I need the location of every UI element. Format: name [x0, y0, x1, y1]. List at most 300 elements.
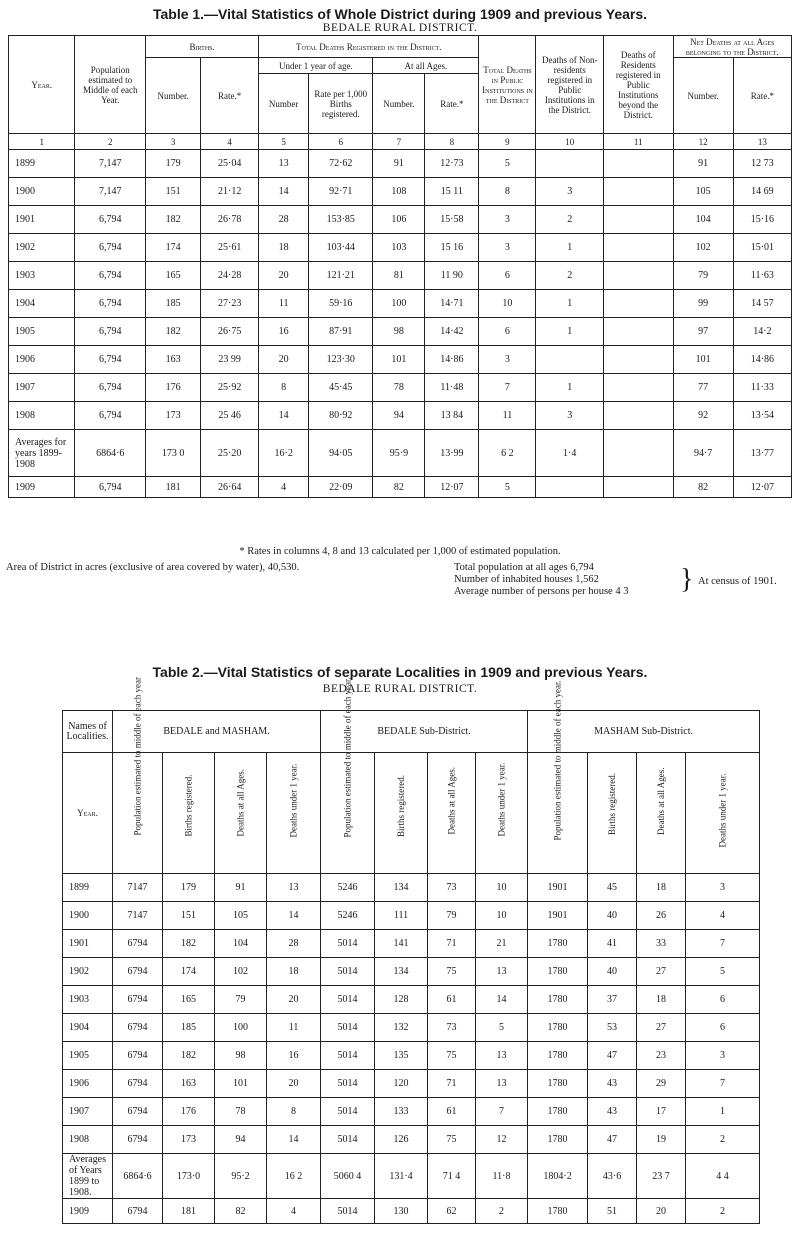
table-cell: 1780 — [528, 1070, 588, 1098]
table-cell: 5246 — [321, 902, 375, 930]
table-cell: 6,794 — [75, 374, 146, 402]
table-cell: 72·62 — [309, 150, 373, 178]
table-cell: 75 — [428, 1042, 476, 1070]
t1-header-all-rate: Rate.* — [425, 74, 479, 134]
table-cell: 1 — [536, 318, 603, 346]
t1-body — [9, 150, 792, 498]
table-row — [63, 874, 760, 902]
t2-header-births-1 — [163, 753, 215, 874]
table-row — [63, 1070, 760, 1098]
table-cell: 13 — [476, 1042, 528, 1070]
table-cell: 163 — [163, 1070, 215, 1098]
table-cell: 5 — [476, 1014, 528, 1042]
t1-header-under1-rate: Rate per 1,000 Births registered. — [309, 74, 373, 134]
table-cell: 10 — [476, 874, 528, 902]
table-cell: 11·33 — [733, 374, 791, 402]
table-cell: 27 — [637, 1014, 686, 1042]
table2-title: Table 2.—Vital Statistics of separate Localities in 1909 and previous Years. — [152, 664, 648, 680]
table-cell: 11·63 — [733, 262, 791, 290]
table-cell: 91 — [673, 150, 733, 178]
table-cell: 5014 — [321, 986, 375, 1014]
table-cell: 13·77 — [733, 430, 791, 477]
table-cell: 1901 — [528, 874, 588, 902]
table-cell — [603, 234, 673, 262]
table-row — [9, 178, 792, 206]
table-row — [63, 1014, 760, 1042]
table-cell: 43 — [588, 1070, 637, 1098]
table-cell: 5014 — [321, 1098, 375, 1126]
table-cell: 1900 — [9, 178, 75, 206]
census-line: Average number of persons per house 4 3 — [454, 586, 629, 597]
table-cell: 91 — [215, 874, 267, 902]
table-cell: 16 — [267, 1042, 321, 1070]
table-cell: 8 — [267, 1098, 321, 1126]
t1-header-births-rate: Rate.* — [201, 58, 259, 134]
t2-header-names: Names of Localities. — [63, 711, 113, 753]
t2-header-deaths-all-1-label: Deaths at all Ages. — [235, 769, 246, 837]
table-cell: 59·16 — [309, 290, 373, 318]
col-num: 13 — [733, 134, 791, 150]
t2-header-births-2-label: Births registered. — [396, 775, 407, 837]
table-cell: 26·64 — [201, 477, 259, 498]
table-cell: 182 — [163, 930, 215, 958]
table-cell: 12 — [476, 1126, 528, 1154]
table-cell: 105 — [673, 178, 733, 206]
table-cell: 1901 — [63, 930, 113, 958]
table-cell: 134 — [375, 958, 428, 986]
table-cell: 73 — [428, 1014, 476, 1042]
t1-census-label: At census of 1901. — [698, 576, 777, 587]
table-cell: 123·30 — [309, 346, 373, 374]
table-cell: 151 — [146, 178, 201, 206]
table-cell: 1899 — [63, 874, 113, 902]
table-cell: 182 — [163, 1042, 215, 1070]
table-cell: 92·71 — [309, 178, 373, 206]
table-cell: 100 — [215, 1014, 267, 1042]
table-cell: 6864·6 — [75, 430, 146, 477]
t2-header-pop-2 — [321, 677, 375, 874]
table-cell: 73 — [428, 874, 476, 902]
t1-header-under1: Under 1 year of age. — [259, 58, 373, 74]
t1-header-net-number: Number. — [673, 58, 733, 134]
table-cell: 17 — [637, 1098, 686, 1126]
table-cell: 16 2 — [267, 1154, 321, 1199]
table-cell: 45·45 — [309, 374, 373, 402]
t2-body — [63, 874, 760, 1224]
table-cell: 14·2 — [733, 318, 791, 346]
table-cell: 3 — [479, 206, 536, 234]
table-cell: 18 — [259, 234, 309, 262]
table-cell: 15·58 — [425, 206, 479, 234]
table-cell: 106 — [373, 206, 425, 234]
table-cell: 82 — [373, 477, 425, 498]
table-cell: 5014 — [321, 930, 375, 958]
table-cell: 4 — [267, 1199, 321, 1224]
table-cell: 62 — [428, 1199, 476, 1224]
table-row — [63, 986, 760, 1014]
t1-header-year: Year. — [9, 36, 75, 134]
table-cell: 133 — [375, 1098, 428, 1126]
table-cell: 23 7 — [637, 1154, 686, 1199]
table-cell: 1901 — [528, 902, 588, 930]
table-cell: 82 — [215, 1199, 267, 1224]
table-row — [63, 958, 760, 986]
table-cell: 1904 — [63, 1014, 113, 1042]
t2-header-group3: MASHAM Sub-District. — [528, 711, 760, 753]
table-cell: 1 — [686, 1098, 760, 1126]
table-cell: 6,794 — [75, 477, 146, 498]
table-cell: 2 — [686, 1126, 760, 1154]
table-cell: 78 — [215, 1098, 267, 1126]
table-row — [63, 1126, 760, 1154]
table-cell: 7,147 — [75, 178, 146, 206]
table-cell: 18 — [267, 958, 321, 986]
table-cell: 94 — [373, 402, 425, 430]
table-cell: 5014 — [321, 1070, 375, 1098]
table-cell: 15·16 — [733, 206, 791, 234]
table-cell: 134 — [375, 874, 428, 902]
table-cell: 5060 4 — [321, 1154, 375, 1199]
table-row — [63, 1042, 760, 1070]
t2-header-group2: BEDALE Sub-District. — [321, 711, 528, 753]
t2-header-births-1-label: Births registered. — [183, 774, 194, 837]
table-cell: 176 — [146, 374, 201, 402]
table-cell: 5014 — [321, 1014, 375, 1042]
table-cell — [603, 150, 673, 178]
table-cell: 80·92 — [309, 402, 373, 430]
table-cell: 12·73 — [425, 150, 479, 178]
table-cell: 77 — [673, 374, 733, 402]
table-cell: 25·20 — [201, 430, 259, 477]
table-cell: 25·04 — [201, 150, 259, 178]
table-cell: 5014 — [321, 1042, 375, 1070]
table-cell: 47 — [588, 1042, 637, 1070]
t2-header-births-3 — [588, 753, 637, 874]
table-cell — [536, 346, 603, 374]
table-cell: 87·91 — [309, 318, 373, 346]
table-cell: 94·7 — [673, 430, 733, 477]
table-row — [9, 318, 792, 346]
table-cell: 14·42 — [425, 318, 479, 346]
table-cell: 94 — [215, 1126, 267, 1154]
table-cell: 103 — [373, 234, 425, 262]
census-brace: } — [680, 564, 694, 595]
table-cell: 135 — [375, 1042, 428, 1070]
table-cell: 6 — [686, 1014, 760, 1042]
table-cell: 16·2 — [259, 430, 309, 477]
table-cell: 37 — [588, 986, 637, 1014]
t2-header-pop-2-label: Population estimated to middle of each year. — [342, 677, 353, 838]
table-cell: 6,794 — [75, 318, 146, 346]
col-num: 5 — [259, 134, 309, 150]
table-row — [63, 902, 760, 930]
table-cell: 26·75 — [201, 318, 259, 346]
table-cell — [536, 150, 603, 178]
table-cell: 11 90 — [425, 262, 479, 290]
table-cell: 61 — [428, 986, 476, 1014]
t2-header-deaths-u1-2-label: Deaths under 1 year. — [496, 762, 507, 837]
table-cell: 153·85 — [309, 206, 373, 234]
table-cell: 98 — [215, 1042, 267, 1070]
t2-header-births-2 — [375, 753, 428, 874]
table-cell: 1908 — [63, 1126, 113, 1154]
table-cell: 28 — [259, 206, 309, 234]
table-cell: 100 — [373, 290, 425, 318]
table1 — [8, 35, 792, 498]
col-num: 4 — [201, 134, 259, 150]
t1-header-non-residents: Deaths of Non-residents registered in Public Institutions in the District. — [536, 36, 603, 134]
table-cell: 1909 — [9, 477, 75, 498]
table-cell: 14·86 — [733, 346, 791, 374]
table-cell: 1904 — [9, 290, 75, 318]
table-cell: 1780 — [528, 930, 588, 958]
table-cell: 79 — [673, 262, 733, 290]
table-cell: 108 — [373, 178, 425, 206]
table-cell: 104 — [215, 930, 267, 958]
t2-header-deaths-u1-3 — [686, 753, 760, 874]
table-cell: 27·23 — [201, 290, 259, 318]
t1-header-residents-beyond: Deaths of Residents registered in Public Institutions beyond the District. — [603, 36, 673, 134]
table-cell: 6794 — [113, 930, 163, 958]
table-cell: 28 — [267, 930, 321, 958]
table-cell: 1·4 — [536, 430, 603, 477]
table-cell: 95·2 — [215, 1154, 267, 1199]
t1-header-all-number: Number. — [373, 74, 425, 134]
table-cell: 20 — [267, 986, 321, 1014]
table-cell: 163 — [146, 346, 201, 374]
table-cell: 15 11 — [425, 178, 479, 206]
table-cell: 6,794 — [75, 402, 146, 430]
table-cell: 2 — [536, 262, 603, 290]
table-cell: 1 — [536, 374, 603, 402]
t1-header-all-ages: At all Ages. — [373, 58, 479, 74]
table-cell: 130 — [375, 1199, 428, 1224]
table-row — [9, 150, 792, 178]
table-cell: 19 — [637, 1126, 686, 1154]
col-num: 1 — [9, 134, 75, 150]
table-cell: 33 — [637, 930, 686, 958]
table-cell: 131·4 — [375, 1154, 428, 1199]
table-cell — [603, 346, 673, 374]
table-cell: 7147 — [113, 902, 163, 930]
table-cell: 1902 — [9, 234, 75, 262]
table-cell: 20 — [637, 1199, 686, 1224]
table-cell: 47 — [588, 1126, 637, 1154]
table-cell: 18 — [637, 986, 686, 1014]
table-cell: 4 — [686, 902, 760, 930]
table-cell: 4 4 — [686, 1154, 760, 1199]
averages-label: Averages of Years 1899 to 1908. — [63, 1154, 113, 1199]
t2-header-pop-1 — [113, 677, 163, 874]
table-cell: 41 — [588, 930, 637, 958]
table-cell: 181 — [146, 477, 201, 498]
table-cell: 1780 — [528, 986, 588, 1014]
table-cell: 5014 — [321, 1126, 375, 1154]
table-cell: 13 — [267, 874, 321, 902]
table-cell: 1899 — [9, 150, 75, 178]
table-cell: 7 — [479, 374, 536, 402]
table-cell: 173 0 — [146, 430, 201, 477]
table-cell: 8 — [479, 178, 536, 206]
table-cell: 18 — [637, 874, 686, 902]
col-num: 11 — [603, 134, 673, 150]
table-cell: 176 — [163, 1098, 215, 1126]
table-cell: 174 — [163, 958, 215, 986]
table-cell: 179 — [146, 150, 201, 178]
table-cell: 173 — [163, 1126, 215, 1154]
table-cell: 2 — [536, 206, 603, 234]
table-cell: 1780 — [528, 1014, 588, 1042]
table-cell: 15·01 — [733, 234, 791, 262]
table-cell — [603, 402, 673, 430]
table-cell: 13 — [476, 958, 528, 986]
table-cell: 5246 — [321, 874, 375, 902]
table-cell: 181 — [163, 1199, 215, 1224]
census-line: Number of inhabited houses 1,562 — [454, 574, 599, 585]
table-cell: 2 — [686, 1199, 760, 1224]
table-cell: 105 — [215, 902, 267, 930]
table-cell: 1780 — [528, 958, 588, 986]
table-cell: 1804·2 — [528, 1154, 588, 1199]
table-cell: 1901 — [9, 206, 75, 234]
table-cell: 6,794 — [75, 262, 146, 290]
table-cell: 185 — [163, 1014, 215, 1042]
table-row — [63, 1098, 760, 1126]
table-cell: 75 — [428, 1126, 476, 1154]
table-cell: 179 — [163, 874, 215, 902]
table-cell: 79 — [215, 986, 267, 1014]
t2-header-deaths-u1-2 — [476, 753, 528, 874]
table-cell: 6,794 — [75, 346, 146, 374]
table-cell: 101 — [373, 346, 425, 374]
table-cell: 102 — [673, 234, 733, 262]
table-cell: 71 4 — [428, 1154, 476, 1199]
table-cell: 1906 — [63, 1070, 113, 1098]
table-cell: 5 — [479, 150, 536, 178]
table-cell: 5014 — [321, 958, 375, 986]
table-cell: 120 — [375, 1070, 428, 1098]
table-cell: 6794 — [113, 1126, 163, 1154]
table-cell: 121·21 — [309, 262, 373, 290]
t2-header-group1: BEDALE and MASHAM. — [113, 711, 321, 753]
table-cell: 13 84 — [425, 402, 479, 430]
table-cell: 20 — [259, 262, 309, 290]
t1-footnote: * Rates in columns 4, 8 and 13 calculated per 1,000 of estimated population. — [239, 546, 561, 557]
table-cell: 94·05 — [309, 430, 373, 477]
t1-census-block — [454, 562, 628, 598]
t2-header-deaths-u1-1-label: Deaths under 1 year. — [288, 763, 299, 838]
table-cell: 14·71 — [425, 290, 479, 318]
table-cell: 6794 — [113, 1042, 163, 1070]
table-cell: 11·48 — [425, 374, 479, 402]
col-num: 12 — [673, 134, 733, 150]
table-cell: 3 — [479, 234, 536, 262]
table-cell: 1902 — [63, 958, 113, 986]
table-cell: 6 — [686, 986, 760, 1014]
table-cell: 1909 — [63, 1199, 113, 1224]
table-cell: 1903 — [63, 986, 113, 1014]
table-cell: 5014 — [321, 1199, 375, 1224]
table-cell: 23 — [637, 1042, 686, 1070]
col-num: 10 — [536, 134, 603, 150]
table-cell: 6794 — [113, 1098, 163, 1126]
table-cell: 14 — [476, 986, 528, 1014]
table-cell: 132 — [375, 1014, 428, 1042]
table-cell: 185 — [146, 290, 201, 318]
table-cell: 5 — [686, 958, 760, 986]
table-cell — [603, 290, 673, 318]
table-cell: 165 — [163, 986, 215, 1014]
table-row — [9, 346, 792, 374]
t1-column-numbers — [9, 134, 792, 150]
t2-header-pop-1-label: Population estimated to middle of each year — [132, 677, 143, 836]
t1-header-births: Births. — [146, 36, 259, 58]
table-cell: 26 — [637, 902, 686, 930]
table-cell: 79 — [428, 902, 476, 930]
t2-header-deaths-all-2-label: Deaths at all Ages. — [446, 767, 457, 835]
table-cell: 92 — [673, 402, 733, 430]
table-cell: 78 — [373, 374, 425, 402]
table-cell: 3 — [536, 178, 603, 206]
table-cell: 173·0 — [163, 1154, 215, 1199]
table-cell: 182 — [146, 206, 201, 234]
table-cell: 2 — [476, 1199, 528, 1224]
table-cell: 7,147 — [75, 150, 146, 178]
table-cell: 3 — [686, 874, 760, 902]
table-cell: 14 — [259, 178, 309, 206]
table-cell: 10 — [479, 290, 536, 318]
table-cell: 13·99 — [425, 430, 479, 477]
table-cell: 20 — [259, 346, 309, 374]
table-cell: 45 — [588, 874, 637, 902]
table-cell: 6794 — [113, 1199, 163, 1224]
table-cell: 1905 — [63, 1042, 113, 1070]
table-cell: 12 73 — [733, 150, 791, 178]
table-cell: 11 — [479, 402, 536, 430]
t1-area-note: Area of District in acres (exclusive of area covered by water), 40,530. — [6, 562, 300, 573]
table-cell: 3 — [536, 402, 603, 430]
table-cell: 1907 — [63, 1098, 113, 1126]
table-cell — [603, 206, 673, 234]
current-year-row — [63, 1199, 760, 1224]
table-cell: 20 — [267, 1070, 321, 1098]
table-cell: 111 — [375, 902, 428, 930]
table-cell: 14 — [259, 402, 309, 430]
table-cell: 10 — [476, 902, 528, 930]
col-num: 8 — [425, 134, 479, 150]
table-cell: 43 — [588, 1098, 637, 1126]
table-cell: 14 — [267, 1126, 321, 1154]
t2-header-deaths-u1-1 — [267, 753, 321, 874]
col-num: 2 — [75, 134, 146, 150]
table-cell: 1907 — [9, 374, 75, 402]
t1-header-under1-number: Number — [259, 74, 309, 134]
table-cell: 11·8 — [476, 1154, 528, 1199]
table1-title: Table 1.—Vital Statistics of Whole District during 1909 and previous Years. — [152, 6, 648, 22]
t1-header-total-deaths: Total Deaths Registered in the District. — [259, 36, 479, 58]
table-cell: 6864·6 — [113, 1154, 163, 1199]
table-cell: 22·09 — [309, 477, 373, 498]
table-cell: 1906 — [9, 346, 75, 374]
table-cell: 13·54 — [733, 402, 791, 430]
table-cell: 8 — [259, 374, 309, 402]
table-cell: 82 — [673, 477, 733, 498]
table-cell: 1900 — [63, 902, 113, 930]
table-cell: 5 — [479, 477, 536, 498]
table-cell: 43·6 — [588, 1154, 637, 1199]
table-cell: 141 — [375, 930, 428, 958]
table-cell: 173 — [146, 402, 201, 430]
